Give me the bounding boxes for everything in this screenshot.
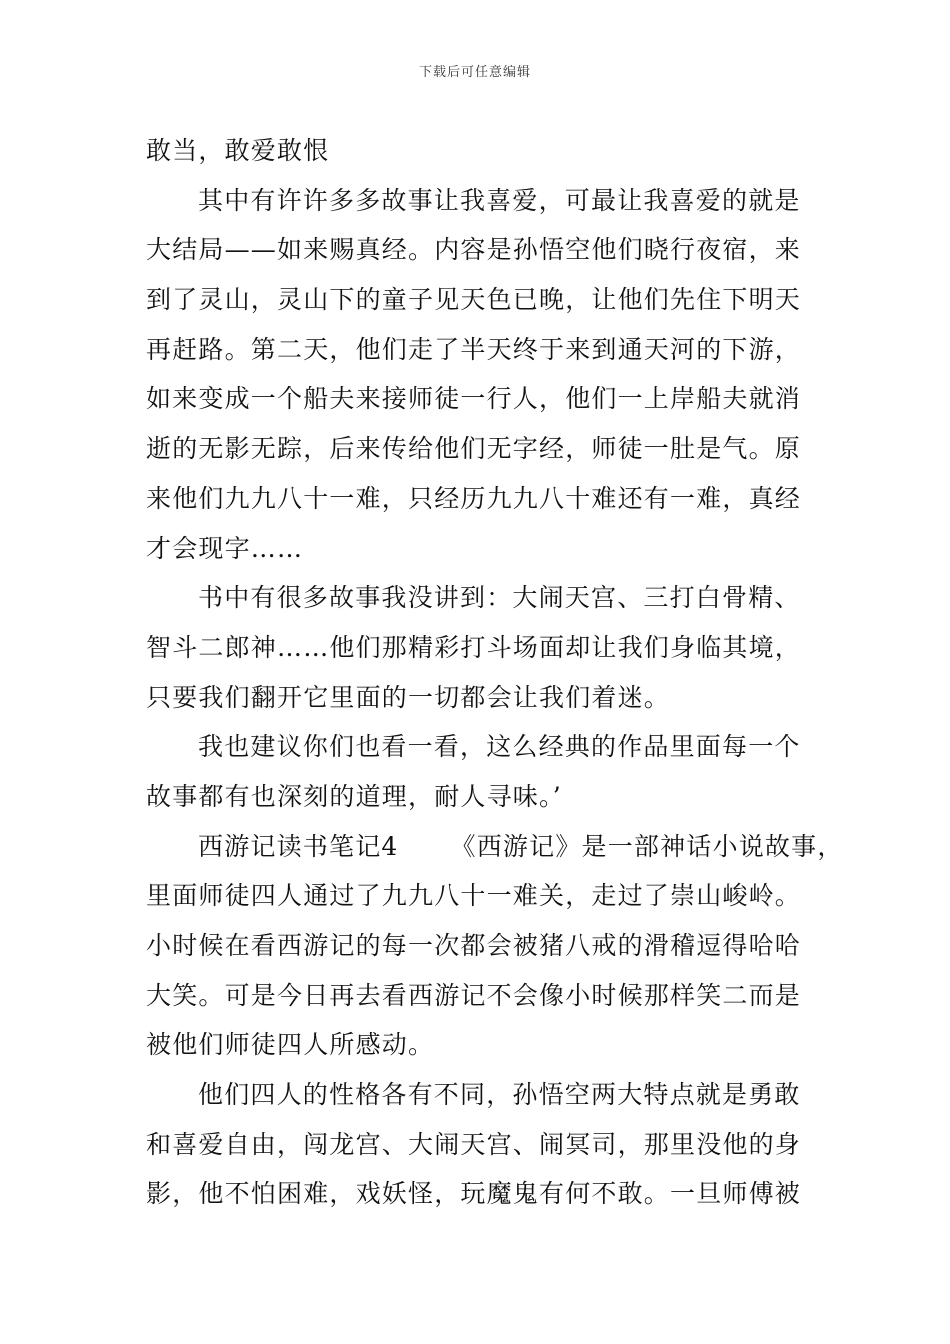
document-body [146,126,844,1219]
text-line-section-heading [146,822,844,872]
text-line: 智斗二郎神……他们那精彩打斗场面却让我们身临其境， [146,632,802,662]
text-line: 我也建议你们也看一看，这么经典的作品里面每一个 [198,732,801,762]
text-line: 大结局——如来赐真经。内容是孙悟空他们晓行夜宿，来 [146,235,802,265]
text-line: 里面师徒四人通过了九九八十一难关，走过了崇山峻岭。 [146,881,802,911]
text-line: 小时候在看西游记的每一次都会被猪八戒的滑稽逗得哈哈 [146,931,802,960]
text-line: 和喜爱自由，闯龙宫、大闹天宫、闹冥司，那里没他的身 [146,1129,802,1159]
text-line: 再赶路。第二天，他们走了半天终于来到通天河的下游， [146,334,802,364]
text-line: 敢当，敢爱敢恨 [146,136,330,165]
text-line: 大笑。可是今日再去看西游记不会像小时候那样笑二而是 [146,980,802,1010]
text-line: 他们四人的性格各有不同，孙悟空两大特点就是勇敢 [198,1080,801,1110]
text-line: 如来变成一个船夫来接师徒一行人，他们一上岸船夫就消 [146,384,802,414]
text-line: 被他们师徒四人所感动。 [146,1030,435,1060]
page-header: 下载后可任意编辑 [418,65,531,80]
text-line: 书中有很多故事我没讲到：大闹天宫、三打白骨精、 [198,583,801,613]
text-line: 影，他不怕困难，戏妖怪，玩魔鬼有何不敢。一旦师傅被 [146,1179,802,1209]
text-line: 只要我们翻开它里面的一切都会让我们着迷。 [146,682,671,712]
section-lead: 《西游记》是一部神话小说故事， [450,831,844,861]
text-line: 故事都有也深刻的道理，耐人寻味。’ [146,781,562,811]
text-line: 其中有许许多多故事让我喜爱，可最让我喜爱的就是 [198,185,801,215]
text-line: 才会现字…… [146,533,304,563]
text-line: 逝的无影无踪，后来传给他们无字经，师徒一肚是气。原 [146,434,802,464]
section-title: 西游记读书笔记4 [198,831,399,861]
text-line: 来他们九九八十一难，只经历九九八十难还有一难，真经 [146,483,802,513]
text-line: 到了灵山，灵山下的童子见天色已晚，让他们先住下明天 [146,285,802,315]
